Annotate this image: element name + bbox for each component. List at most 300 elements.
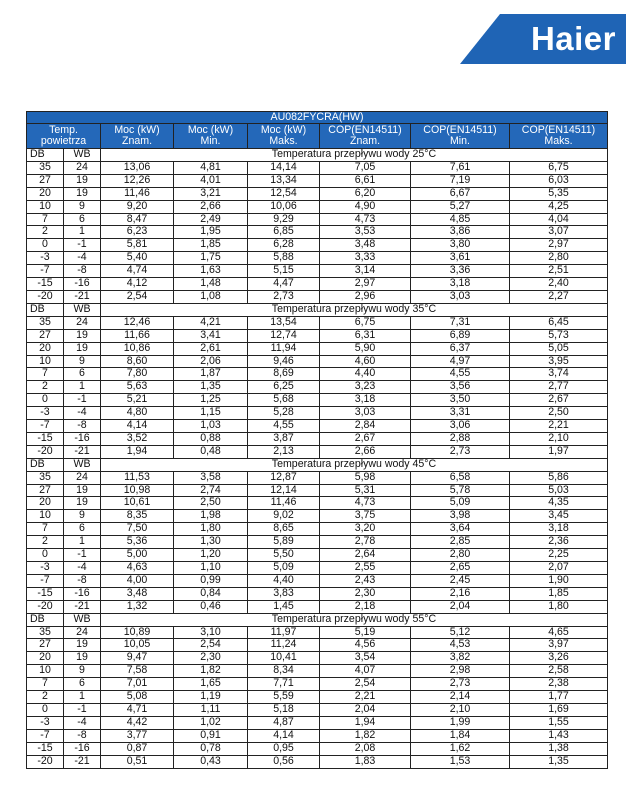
table-cell: 4,56 <box>320 639 411 652</box>
table-cell: 19 <box>64 484 101 497</box>
wb-label: WB <box>64 613 101 626</box>
table-cell: 4,55 <box>411 368 510 381</box>
table-cell: 9 <box>64 355 101 368</box>
table-row <box>27 420 608 433</box>
table-cell: 2,80 <box>411 549 510 562</box>
table-cell: 2,64 <box>320 549 411 562</box>
table-cell: 27 <box>27 329 64 342</box>
table-cell: 2,49 <box>174 213 248 226</box>
table-cell: 1,90 <box>510 574 608 587</box>
table-cell: 3,75 <box>320 510 411 523</box>
table-cell: 4,21 <box>174 316 248 329</box>
table-cell: 24 <box>64 316 101 329</box>
table-cell: 35 <box>27 471 64 484</box>
table-cell: 8,65 <box>248 523 320 536</box>
table-cell: 2,58 <box>510 665 608 678</box>
table-cell: 1,83 <box>320 755 411 768</box>
table-cell: -7 <box>27 729 64 742</box>
table-cell: 2,14 <box>411 691 510 704</box>
table-cell: 5,09 <box>411 497 510 510</box>
table-cell: 11,46 <box>248 497 320 510</box>
table-cell: 3,48 <box>101 587 174 600</box>
column-header: COP(EN14511) Min. <box>411 124 510 149</box>
table-cell: 5,81 <box>101 239 174 252</box>
table-cell: 2 <box>27 691 64 704</box>
table-cell: -16 <box>64 432 101 445</box>
table-cell: 3,45 <box>510 510 608 523</box>
table-row <box>27 394 608 407</box>
table-cell: 3,64 <box>411 523 510 536</box>
table-cell: 1 <box>64 536 101 549</box>
table-cell: -8 <box>64 420 101 433</box>
table-cell: 4,60 <box>320 355 411 368</box>
table-cell: 3,33 <box>320 252 411 265</box>
table-cell: 6,23 <box>101 226 174 239</box>
table-cell: 2,73 <box>411 445 510 458</box>
table-cell: -1 <box>64 239 101 252</box>
section-title: Temperatura przepływu wody 35°C <box>101 303 608 316</box>
table-row <box>27 574 608 587</box>
section-header-row <box>27 613 608 626</box>
table-row <box>27 407 608 420</box>
table-cell: 24 <box>64 626 101 639</box>
table-cell: -20 <box>27 755 64 768</box>
column-header: COP(EN14511) Maks. <box>510 124 608 149</box>
table-cell: 2,25 <box>510 549 608 562</box>
table-cell: 1,84 <box>411 729 510 742</box>
table-cell: 4,07 <box>320 665 411 678</box>
db-label: DB <box>27 149 64 162</box>
table-cell: 7,80 <box>101 368 174 381</box>
table-cell: 4,87 <box>248 716 320 729</box>
table-cell: 19 <box>64 497 101 510</box>
table-cell: 1,32 <box>101 600 174 613</box>
table-cell: 5,31 <box>320 484 411 497</box>
table-cell: 6,75 <box>510 161 608 174</box>
table-cell: 12,46 <box>101 316 174 329</box>
table-row <box>27 471 608 484</box>
wb-label: WB <box>64 149 101 162</box>
table-cell: 11,46 <box>101 187 174 200</box>
table-cell: 1,25 <box>174 394 248 407</box>
table-row <box>27 549 608 562</box>
table-cell: 12,26 <box>101 174 174 187</box>
table-title-row <box>27 112 608 124</box>
table-cell: 9,46 <box>248 355 320 368</box>
table-cell: -15 <box>27 742 64 755</box>
table-cell: 5,03 <box>510 484 608 497</box>
table-cell: 1,20 <box>174 549 248 562</box>
table-cell: 6,37 <box>411 342 510 355</box>
table-row <box>27 445 608 458</box>
table-row <box>27 329 608 342</box>
table-row <box>27 562 608 575</box>
table-cell: 20 <box>27 342 64 355</box>
table-cell: 3,83 <box>248 587 320 600</box>
table-cell: 5,19 <box>320 626 411 639</box>
table-cell: 1 <box>64 226 101 239</box>
table-cell: 2,36 <box>510 536 608 549</box>
table-cell: 4,40 <box>248 574 320 587</box>
table-cell: 8,69 <box>248 368 320 381</box>
table-cell: 8,34 <box>248 665 320 678</box>
table-cell: 5,88 <box>248 252 320 265</box>
table-cell: 3,61 <box>411 252 510 265</box>
table-cell: 2,13 <box>248 445 320 458</box>
table-cell: 2 <box>27 536 64 549</box>
table-cell: 3,97 <box>510 639 608 652</box>
table-cell: 1,85 <box>174 239 248 252</box>
table-cell: 1,97 <box>510 445 608 458</box>
table-cell: 2,16 <box>411 587 510 600</box>
table-cell: 5,36 <box>101 536 174 549</box>
table-cell: 1,48 <box>174 278 248 291</box>
table-cell: 4,73 <box>320 497 411 510</box>
table-cell: -4 <box>64 562 101 575</box>
table-cell: 1,85 <box>510 587 608 600</box>
table-cell: 2,61 <box>174 342 248 355</box>
table-cell: 3,23 <box>320 381 411 394</box>
table-cell: 6,28 <box>248 239 320 252</box>
table-cell: 35 <box>27 161 64 174</box>
table-cell: 5,15 <box>248 265 320 278</box>
table-cell: 3,53 <box>320 226 411 239</box>
table-cell: 10 <box>27 200 64 213</box>
table-cell: 6 <box>64 523 101 536</box>
table-cell: 1,94 <box>320 716 411 729</box>
table-cell: 2,21 <box>320 691 411 704</box>
table-cell: 5,35 <box>510 187 608 200</box>
table-row <box>27 290 608 303</box>
table-cell: 0 <box>27 239 64 252</box>
table-cell: 10,89 <box>101 626 174 639</box>
table-cell: 8,47 <box>101 213 174 226</box>
table-cell: 9,02 <box>248 510 320 523</box>
table-cell: 1,35 <box>510 755 608 768</box>
table-row <box>27 484 608 497</box>
table-cell: 4,35 <box>510 497 608 510</box>
table-cell: 0,56 <box>248 755 320 768</box>
table-cell: 20 <box>27 497 64 510</box>
table-cell: 19 <box>64 652 101 665</box>
table-cell: 8,35 <box>101 510 174 523</box>
table-cell: 0,78 <box>174 742 248 755</box>
table-cell: 10,61 <box>101 497 174 510</box>
table-cell: 1 <box>64 691 101 704</box>
table-cell: 1,03 <box>174 420 248 433</box>
table-cell: 3,77 <box>101 729 174 742</box>
table-cell: 1,53 <box>411 755 510 768</box>
table-cell: 7,19 <box>411 174 510 187</box>
table-cell: 19 <box>64 187 101 200</box>
table-row <box>27 716 608 729</box>
table-cell: 6,67 <box>411 187 510 200</box>
table-row <box>27 278 608 291</box>
table-row <box>27 381 608 394</box>
column-header: Moc (kW) Znam. <box>101 124 174 149</box>
table-cell: 4,53 <box>411 639 510 652</box>
table-cell: 1,62 <box>411 742 510 755</box>
table-cell: 4,00 <box>101 574 174 587</box>
table-cell: 3,03 <box>320 407 411 420</box>
table-cell: 2,88 <box>411 432 510 445</box>
table-cell: 5,98 <box>320 471 411 484</box>
table-cell: 9,29 <box>248 213 320 226</box>
section-title: Temperatura przepływu wody 25°C <box>101 149 608 162</box>
table-cell: 10,41 <box>248 652 320 665</box>
table-cell: 10 <box>27 510 64 523</box>
table-cell: -3 <box>27 562 64 575</box>
table-cell: 1,43 <box>510 729 608 742</box>
table-cell: 5,28 <box>248 407 320 420</box>
table-cell: 3,82 <box>411 652 510 665</box>
table-cell: -1 <box>64 394 101 407</box>
table-row <box>27 174 608 187</box>
table-cell: 3,54 <box>320 652 411 665</box>
section-header-row <box>27 458 608 471</box>
table-cell: 11,53 <box>101 471 174 484</box>
table-cell: 4,73 <box>320 213 411 226</box>
table-cell: 7,71 <box>248 678 320 691</box>
table-cell: 2,06 <box>174 355 248 368</box>
table-cell: 1,02 <box>174 716 248 729</box>
table-cell: 3,48 <box>320 239 411 252</box>
table-cell: 6 <box>64 368 101 381</box>
table-cell: 2,38 <box>510 678 608 691</box>
table-row <box>27 252 608 265</box>
table-cell: 2,74 <box>174 484 248 497</box>
table-cell: 12,87 <box>248 471 320 484</box>
table-cell: 5,78 <box>411 484 510 497</box>
table-body <box>27 112 608 769</box>
table-cell: 5,18 <box>248 703 320 716</box>
column-header: Moc (kW) Maks. <box>248 124 320 149</box>
table-row <box>27 187 608 200</box>
table-cell: 5,05 <box>510 342 608 355</box>
db-label: DB <box>27 303 64 316</box>
table-cell: 20 <box>27 187 64 200</box>
table-cell: 7,31 <box>411 316 510 329</box>
table-cell: 6,89 <box>411 329 510 342</box>
table-cell: 1,98 <box>174 510 248 523</box>
table-cell: 7,61 <box>411 161 510 174</box>
column-header: COP(EN14511) Znam. <box>320 124 411 149</box>
table-row <box>27 691 608 704</box>
table-cell: 10,98 <box>101 484 174 497</box>
table-cell: 7,01 <box>101 678 174 691</box>
table-cell: 5,63 <box>101 381 174 394</box>
table-cell: 4,90 <box>320 200 411 213</box>
table-cell: 3,18 <box>320 394 411 407</box>
table-cell: 7 <box>27 213 64 226</box>
table-cell: 2,98 <box>411 665 510 678</box>
table-row <box>27 161 608 174</box>
table-cell: 2 <box>27 226 64 239</box>
table-cell: -21 <box>64 600 101 613</box>
table-cell: -21 <box>64 445 101 458</box>
table-cell: 2,04 <box>411 600 510 613</box>
table-cell: 11,94 <box>248 342 320 355</box>
table-cell: 0,51 <box>101 755 174 768</box>
table-cell: 1,82 <box>320 729 411 742</box>
table-cell: 8,60 <box>101 355 174 368</box>
table-cell: 19 <box>64 342 101 355</box>
model-name: AU082FYCRA(HW) <box>27 112 608 124</box>
wb-label: WB <box>64 303 101 316</box>
table-cell: 2,73 <box>411 678 510 691</box>
table-cell: 11,24 <box>248 639 320 652</box>
table-cell: 2,65 <box>411 562 510 575</box>
section-title: Temperatura przepływu wody 45°C <box>101 458 608 471</box>
table-cell: 4,85 <box>411 213 510 226</box>
table-cell: -16 <box>64 587 101 600</box>
table-cell: 12,14 <box>248 484 320 497</box>
table-cell: 35 <box>27 626 64 639</box>
table-cell: 3,07 <box>510 226 608 239</box>
table-cell: 3,36 <box>411 265 510 278</box>
table-cell: 3,20 <box>320 523 411 536</box>
table-cell: 2,67 <box>510 394 608 407</box>
table-cell: 2,84 <box>320 420 411 433</box>
table-cell: 0,88 <box>174 432 248 445</box>
table-header-row <box>27 124 608 149</box>
table-cell: 1,38 <box>510 742 608 755</box>
table-cell: -7 <box>27 420 64 433</box>
table-cell: 4,65 <box>510 626 608 639</box>
table-cell: -3 <box>27 252 64 265</box>
table-cell: 3,87 <box>248 432 320 445</box>
table-cell: 2,66 <box>320 445 411 458</box>
table-cell: 2,27 <box>510 290 608 303</box>
section-title: Temperatura przepływu wody 55°C <box>101 613 608 626</box>
haier-logo <box>460 14 626 64</box>
table-cell: -3 <box>27 716 64 729</box>
performance-table <box>26 111 608 769</box>
table-cell: 2,21 <box>510 420 608 433</box>
table-cell: 11,97 <box>248 626 320 639</box>
table-cell: 5,68 <box>248 394 320 407</box>
table-cell: 1,08 <box>174 290 248 303</box>
table-cell: 2,54 <box>320 678 411 691</box>
db-label: DB <box>27 458 64 471</box>
table-cell: 10 <box>27 665 64 678</box>
table-cell: 2,30 <box>320 587 411 600</box>
table-cell: 2,50 <box>174 497 248 510</box>
table-cell: -8 <box>64 574 101 587</box>
table-cell: 19 <box>64 174 101 187</box>
table-cell: 7,50 <box>101 523 174 536</box>
table-cell: -20 <box>27 290 64 303</box>
table-row <box>27 316 608 329</box>
table-cell: 3,26 <box>510 652 608 665</box>
table-cell: 4,47 <box>248 278 320 291</box>
table-cell: 9 <box>64 665 101 678</box>
table-cell: 24 <box>64 471 101 484</box>
table-cell: 1,55 <box>510 716 608 729</box>
table-cell: 0,46 <box>174 600 248 613</box>
table-cell: -8 <box>64 729 101 742</box>
table-cell: 6 <box>64 213 101 226</box>
table-cell: 4,25 <box>510 200 608 213</box>
table-cell: 5,73 <box>510 329 608 342</box>
table-cell: 5,09 <box>248 562 320 575</box>
table-cell: 2,97 <box>320 278 411 291</box>
table-cell: -16 <box>64 278 101 291</box>
table-cell: 1,45 <box>248 600 320 613</box>
table-row <box>27 355 608 368</box>
table-cell: 4,63 <box>101 562 174 575</box>
table-row <box>27 703 608 716</box>
table-cell: 5,08 <box>101 691 174 704</box>
table-cell: 27 <box>27 174 64 187</box>
table-cell: 2,50 <box>510 407 608 420</box>
table-row <box>27 200 608 213</box>
table-cell: 5,21 <box>101 394 174 407</box>
table-cell: 3,41 <box>174 329 248 342</box>
table-row <box>27 678 608 691</box>
table-cell: 5,27 <box>411 200 510 213</box>
table-cell: -15 <box>27 278 64 291</box>
table-cell: 4,14 <box>248 729 320 742</box>
table-cell: 0 <box>27 549 64 562</box>
table-cell: 2,08 <box>320 742 411 755</box>
table-cell: 9 <box>64 200 101 213</box>
table-row <box>27 639 608 652</box>
table-cell: 3,06 <box>411 420 510 433</box>
table-cell: 13,54 <box>248 316 320 329</box>
table-cell: 20 <box>27 652 64 665</box>
table-cell: 3,98 <box>411 510 510 523</box>
table-cell: 2,80 <box>510 252 608 265</box>
table-cell: 5,00 <box>101 549 174 562</box>
column-header: Temp. powietrza <box>27 124 101 149</box>
table-cell: 3,14 <box>320 265 411 278</box>
table-cell: -4 <box>64 716 101 729</box>
table-row <box>27 213 608 226</box>
table-cell: 6,31 <box>320 329 411 342</box>
table-row <box>27 239 608 252</box>
table-row <box>27 510 608 523</box>
table-cell: 10,06 <box>248 200 320 213</box>
table-cell: 1,80 <box>174 523 248 536</box>
table-cell: -21 <box>64 755 101 768</box>
table-cell: 2,45 <box>411 574 510 587</box>
table-cell: 2,85 <box>411 536 510 549</box>
table-cell: 3,58 <box>174 471 248 484</box>
column-header: Moc (kW) Min. <box>174 124 248 149</box>
table-cell: 3,18 <box>510 523 608 536</box>
table-cell: 0,84 <box>174 587 248 600</box>
table-cell: 0,95 <box>248 742 320 755</box>
table-cell: 2,54 <box>174 639 248 652</box>
table-cell: 2,07 <box>510 562 608 575</box>
table-cell: 4,42 <box>101 716 174 729</box>
table-row <box>27 665 608 678</box>
table-cell: 5,90 <box>320 342 411 355</box>
table-cell: 2,40 <box>510 278 608 291</box>
section-header-row <box>27 303 608 316</box>
table-cell: 1,30 <box>174 536 248 549</box>
table-cell: 0,48 <box>174 445 248 458</box>
table-cell: 6,61 <box>320 174 411 187</box>
table-cell: 3,80 <box>411 239 510 252</box>
table-row <box>27 755 608 768</box>
table-cell: 0,43 <box>174 755 248 768</box>
table-cell: 4,14 <box>101 420 174 433</box>
table-cell: 4,55 <box>248 420 320 433</box>
table-cell: 5,89 <box>248 536 320 549</box>
table-cell: -20 <box>27 600 64 613</box>
